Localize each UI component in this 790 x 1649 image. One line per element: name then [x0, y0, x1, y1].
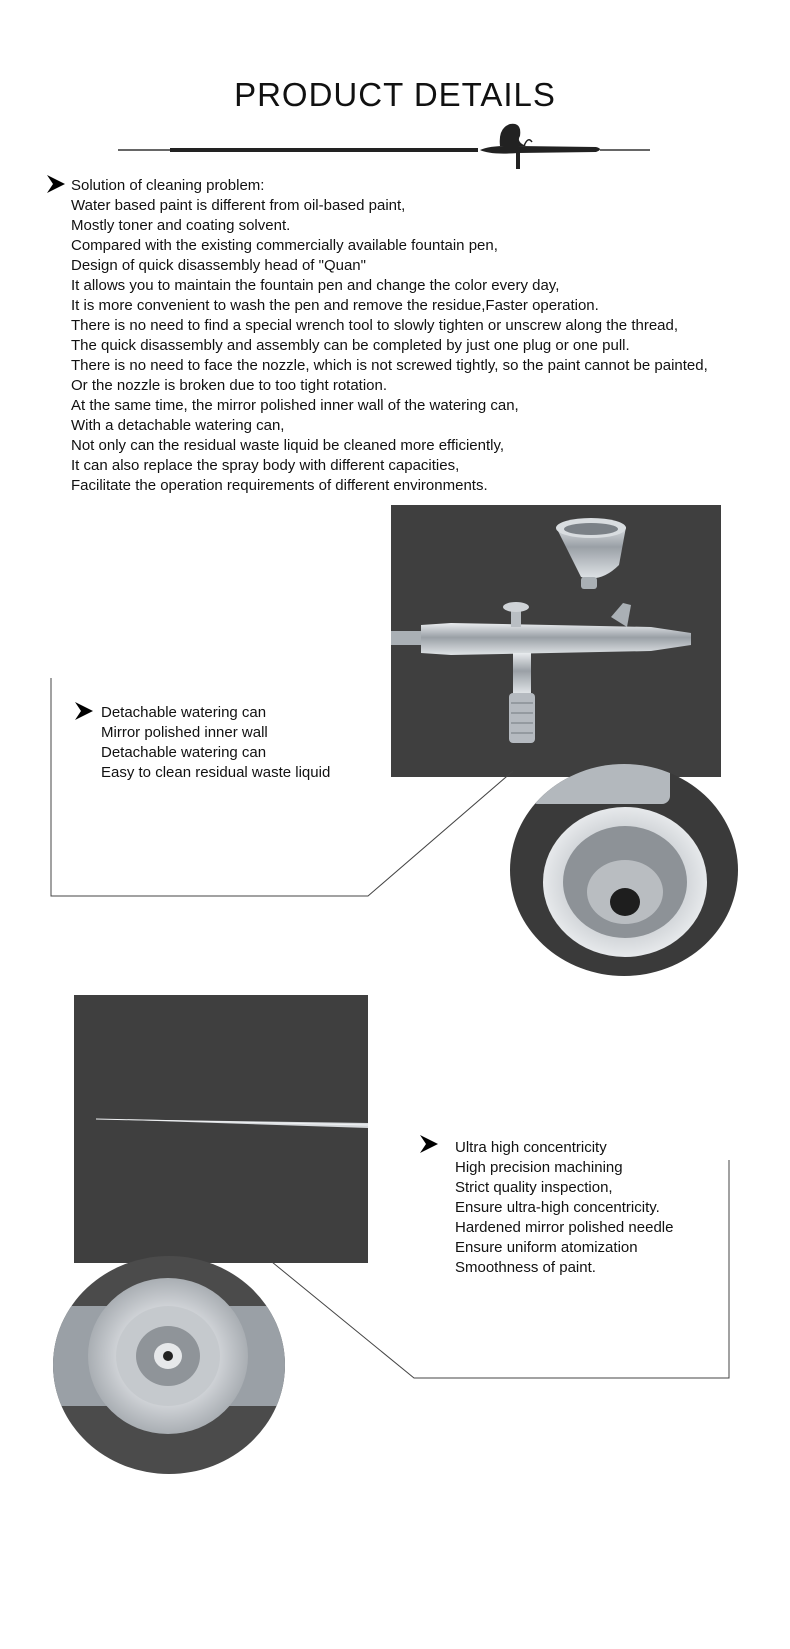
intro-line: It is more convenient to wash the pen and remove the residue,Faster operation. — [71, 297, 599, 314]
intro-line: Facilitate the operation requirements of different environments. — [71, 477, 488, 494]
feature1-text — [101, 703, 330, 783]
intro-text — [71, 176, 708, 496]
feature2-line: Ensure ultra-high concentricity. — [455, 1199, 660, 1216]
arrow-bullet-icon — [74, 701, 94, 721]
feature2-line: Smoothness of paint. — [455, 1259, 596, 1276]
feature2-line: Strict quality inspection, — [455, 1179, 613, 1196]
feature1-line: Easy to clean residual waste liquid — [101, 764, 331, 781]
intro-line: It allows you to maintain the fountain pen and change the color every day, — [71, 277, 560, 294]
intro-line: Compared with the existing commercially available fountain pen, — [71, 237, 498, 254]
arrow-bullet-icon — [46, 174, 66, 194]
feature1-line: Mirror polished inner wall — [101, 724, 268, 741]
arrow-bullet-icon — [419, 1134, 439, 1154]
feature2-line: Ultra high concentricity — [455, 1139, 607, 1156]
intro-line: The quick disassembly and assembly can be completed by just one plug or one pull. — [71, 337, 630, 354]
nozzle-closeup-photo — [53, 1256, 285, 1474]
intro-line: There is no need to find a special wrench tool to slowly tighten or unscrew along the thread, — [71, 317, 679, 334]
page-title: PRODUCT DETAILS — [234, 76, 556, 113]
feature2-line: Ensure uniform atomization — [455, 1239, 638, 1256]
intro-line: There is no need to face the nozzle, which is not screwed tightly, so the paint cannot be painted, — [71, 357, 708, 374]
airbrush-divider — [118, 118, 658, 174]
feature1-line: Detachable watering can — [101, 744, 267, 761]
feature1-line: Detachable watering can — [101, 704, 267, 721]
feature2-line: Hardened mirror polished needle — [455, 1219, 674, 1236]
feature2-line: High precision machining — [455, 1159, 623, 1176]
intro-line: Or the nozzle is broken due to too tight rotation. — [71, 377, 388, 394]
intro-line: Mostly toner and coating solvent. — [71, 217, 291, 234]
intro-line: At the same time, the mirror polished inner wall of the watering can, — [71, 397, 519, 414]
intro-line: Solution of cleaning problem: — [71, 177, 265, 194]
intro-line: It can also replace the spray body with different capacities, — [71, 457, 460, 474]
cup-closeup-photo — [510, 764, 738, 976]
feature2-text — [455, 1138, 673, 1278]
intro-line: Design of quick disassembly head of "Quan" — [71, 257, 366, 274]
intro-line: With a detachable watering can, — [71, 417, 285, 434]
intro-line: Not only can the residual waste liquid be cleaned more efficiently, — [71, 437, 505, 454]
intro-line: Water based paint is different from oil-based paint, — [71, 197, 406, 214]
